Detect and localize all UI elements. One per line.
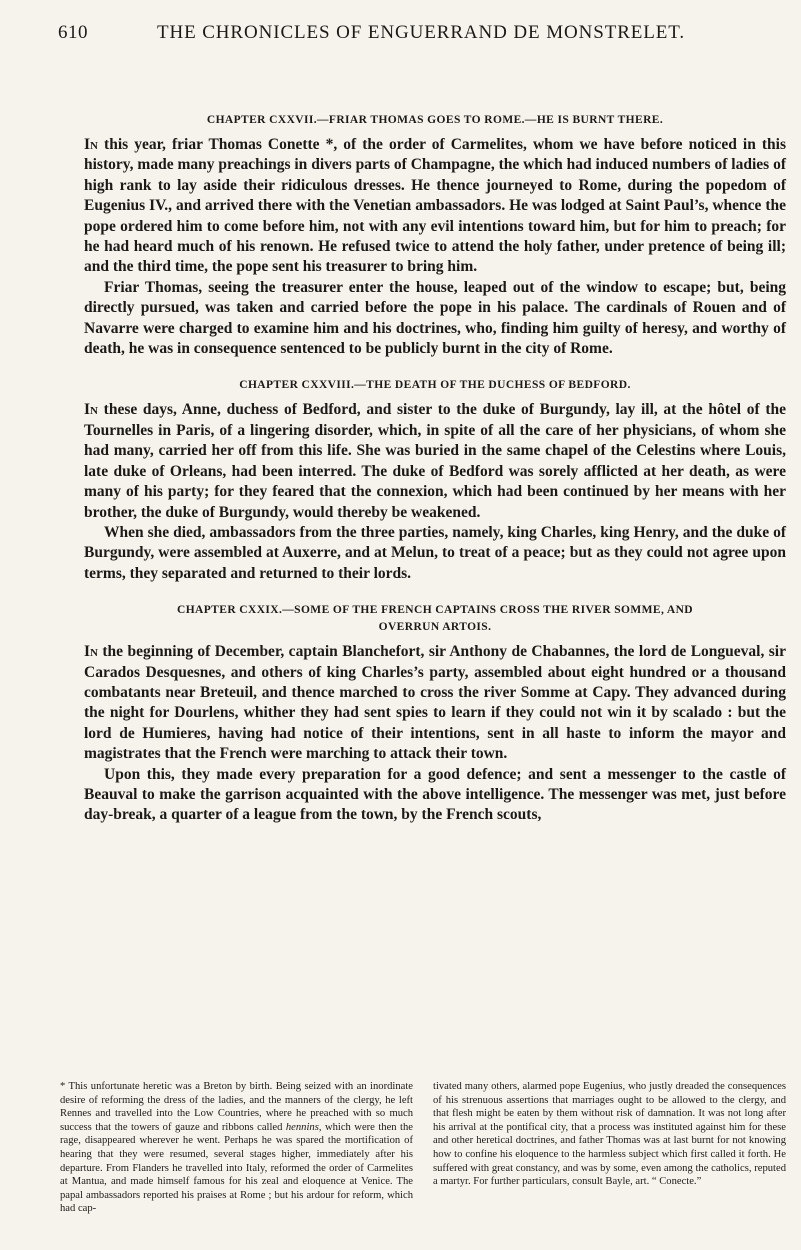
paragraph-text: these days, Anne, duchess of Bedford, and sister to the duke of Burgundy, lay ill, at the hôtel of the Tournelles in Paris, of a lingering disorder, which, in spite of all the care of her physicians, of whom she had many, carried her off from this life. She was buried in the same chapel of the Celestins where Louis, late duke of Orleans, had been interred. The duke of Bedford was sorely afflicted at her death, as were many of his party; for they feared that the connexion, which had been continued by her means with her brother, the duke of Burgundy, would thereby be weakened. — [84, 401, 786, 521]
paragraph-text: Upon this, they made every preparation for a good defence; and sent a messenger to the castle of Beauval to make the garrison acquainted with the above intelligence. The messenger was met, just before day-break, a quarter of a league from the town, by the French scouts, — [84, 765, 786, 824]
paragraph — [84, 523, 786, 584]
footnote-text: * This unfortunate heretic was a Breton by birth. Being seized with an inordinate desire of reforming the dress of the ladies, and the manners of the clergy, he left Rennes and travelled into the Low Countries, where he preached with so much success that the towers of gauze and ribbons called — [60, 1081, 413, 1133]
paragraph-text: When she died, ambassadors from the three parties, namely, king Charles, king Henry, and the duke of Burgundy, were assembled at Auxerre, and at Melun, to treat of a peace; but as they could not agree upon terms, they separated and returned to their lords. — [84, 523, 786, 582]
paragraph — [84, 765, 786, 826]
paragraph — [84, 135, 786, 278]
footnote-column-left — [60, 1080, 413, 1216]
paragraph — [84, 642, 786, 764]
page-number: 610 — [58, 22, 88, 43]
paragraph-text: the beginning of December, captain Blanchefort, sir Anthony de Chabannes, the lord de Longueval, sir Carados Desquesnes, and others of king Charles’s party, assembled about eight hundred or a thousand combatants near Breteuil, and thence marched to cross the river Somme at Capy. They advanced during the night for Dourlens, whither they had sent spies to learn if they could not win it by scalado : but the lord de Humieres, having had notice of their intentions, sent in all haste to inform the mayor and magistrates that the French were marching to attack their town. — [84, 643, 786, 763]
footnote-column-right: tivated many others, alarmed pope Eugenius, who justly dreaded the consequences of his strenuous assertions that marriages ought to be allowed to the clergy, and that flesh might be eaten by them without risk of damnation. It was not long after his arrival at the pontifical city, that a process was instituted against him for these and other heretical doctrines, and father Thomas was at last burnt for not knowing how to confine his eloquence to the harmless subject which first called it forth. He suffered with great constancy, and was by some, even among the catholics, reputed a martyr. For further particulars, consult Bayle, art. “ Conecte.” — [433, 1081, 786, 1188]
running-header — [58, 22, 784, 52]
paragraph-text: Friar Thomas, seeing the treasurer enter the house, leaped out of the window to escape; but, being directly pursued, was taken and carried before the pope in his palace. The cardinals of Rouen and of Navarre were charged to examine him and his doctrines, who, finding him guilty of heresy, and worthy of death, he was in consequence sentenced to be publicly burnt in the city of Rome. — [84, 278, 786, 358]
main-text — [84, 112, 786, 826]
footnote-text: , which were then the rage, disappeared wherever he went. Perhaps he was spared the mortification of hearing that they were resumed, several stages higher, immediately after his departure. From Flanders he travelled into Italy, reformed the order of Carmelites at Mantua, and made himself famous for his zeal and eloquence at Venice. The papal ambassadors reported his praises at Rome ; but his ardour for reform, which had cap- — [60, 1121, 413, 1215]
paragraph — [84, 400, 786, 522]
drop-initial: In — [84, 136, 98, 153]
chapter-heading: CHAPTER CXXVII.—FRIAR THOMAS GOES TO ROME.—HE IS BURNT THERE. — [206, 114, 664, 126]
paragraph — [84, 278, 786, 360]
paragraph-text: this year, friar Thomas Conette *, of the order of Carmelites, whom we have before noticed in this history, made many preachings in divers parts of Champagne, the which had induced numbers of ladies of high rank to lay aside their ridiculous dresses. He thence journeyed to Rome, during the popedom of Eugenius IV., and arrived there with the Venetian ambassadors. He was lodged at Saint Paul’s, whence the pope ordered him to come before him, not with any evil intentions toward him, but for him to preach; for he had heard much of his renown. He refused twice to attend the holy father, under pretence of being ill; and the third time, the pope sent his treasurer to bring him. — [84, 136, 786, 276]
running-title: THE CHRONICLES OF ENGUERRAND DE MONSTRELET. — [156, 22, 686, 43]
drop-initial: In — [84, 401, 98, 419]
footnote-italic-term: hennins — [285, 1121, 319, 1133]
drop-initial: In — [84, 643, 98, 661]
footnotes — [60, 1080, 786, 1216]
chapter-heading: CHAPTER CXXVIII.—THE DEATH OF THE DUCHESS OF BEDFORD. — [239, 379, 631, 392]
chapter-heading-continued: OVERRUN ARTOIS. — [378, 621, 492, 634]
chapter-heading: CHAPTER CXXIX.—SOME OF THE FRENCH CAPTAINS CROSS THE RIVER SOMME, AND — [177, 604, 693, 617]
